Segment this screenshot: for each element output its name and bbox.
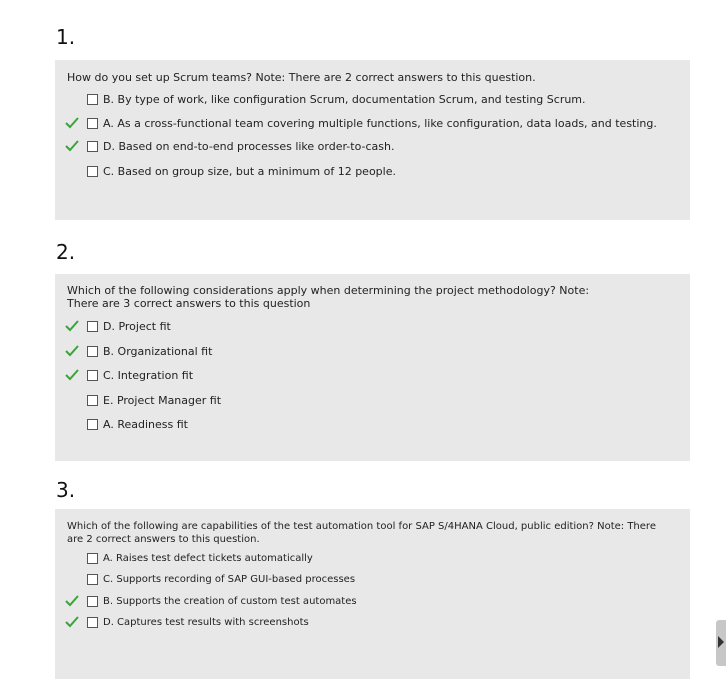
question-text (67, 284, 678, 310)
option-label: B. Organizational fit (103, 344, 213, 358)
check-icon (65, 138, 87, 154)
checkbox-icon[interactable] (87, 553, 98, 564)
checkbox-icon[interactable] (87, 370, 98, 381)
question-text-line: There are 3 correct answers to this question (67, 297, 311, 310)
answer-option[interactable] (65, 318, 171, 334)
question-number: 1. (56, 25, 76, 49)
answer-option[interactable] (65, 416, 188, 432)
question-text-line: Which of the following considerations apply when determining the project methodology? Note: (67, 284, 590, 297)
question-text: How do you set up Scrum teams? Note: There are 2 correct answers to this question. (67, 71, 536, 84)
check-icon (65, 318, 87, 334)
answer-option[interactable] (65, 91, 586, 107)
checkbox-icon[interactable] (87, 166, 98, 177)
check-slot (65, 571, 87, 587)
checkbox-icon[interactable] (87, 118, 98, 129)
question-panel (55, 60, 690, 220)
checkbox-icon[interactable] (87, 141, 98, 152)
option-label: D. Project fit (103, 319, 171, 333)
answer-option[interactable] (65, 614, 309, 630)
check-icon (65, 343, 87, 359)
option-label: A. Readiness fit (103, 417, 188, 431)
check-icon (65, 115, 87, 131)
answer-option[interactable] (65, 367, 193, 383)
answer-option[interactable] (65, 343, 212, 359)
option-label: C. Based on group size, but a minimum of 12 people. (103, 164, 396, 178)
option-label: A. As a cross-functional team covering multiple functions, like configuration, data loads, and testing. (103, 116, 657, 130)
answer-option[interactable] (65, 163, 396, 179)
check-icon (65, 614, 87, 630)
checkbox-icon[interactable] (87, 574, 98, 585)
checkbox-icon[interactable] (87, 94, 98, 105)
check-slot (65, 163, 87, 179)
question-text (67, 520, 678, 546)
option-label: A. Raises test defect tickets automatically (103, 552, 313, 564)
question-text-line: Which of the following are capabilities of the test automation tool for SAP S/4HANA Cloud, public edition? Note: There (67, 521, 656, 532)
option-label: D. Based on end-to-end processes like order-to-cash. (103, 139, 395, 153)
answer-option[interactable] (65, 138, 394, 154)
question-number: 3. (56, 478, 76, 502)
check-slot (65, 550, 87, 566)
checkbox-icon[interactable] (87, 395, 98, 406)
question-panel (55, 274, 690, 461)
checkbox-icon[interactable] (87, 596, 98, 607)
option-label: E. Project Manager fit (103, 393, 222, 407)
checkbox-icon[interactable] (87, 346, 98, 357)
answer-option[interactable] (65, 571, 355, 587)
check-slot (65, 416, 87, 432)
answer-option[interactable] (65, 593, 357, 609)
option-label: C. Integration fit (103, 368, 194, 382)
checkbox-icon[interactable] (87, 617, 98, 628)
check-slot (65, 392, 87, 408)
question-text-line: are 2 correct answers to this question. (67, 534, 260, 545)
play-arrow-icon (717, 634, 725, 653)
check-icon (65, 367, 87, 383)
checkbox-icon[interactable] (87, 321, 98, 332)
option-label: D. Captures test results with screenshots (103, 616, 309, 628)
scroll-next-button[interactable] (716, 620, 726, 666)
option-label: B. Supports the creation of custom test automates (103, 595, 357, 607)
checkbox-icon[interactable] (87, 419, 98, 430)
answer-option[interactable] (65, 550, 313, 566)
check-slot (65, 91, 87, 107)
option-label: B. By type of work, like configuration Scrum, documentation Scrum, and testing Scrum. (103, 92, 586, 106)
answer-option[interactable] (65, 392, 221, 408)
option-label: C. Supports recording of SAP GUI-based processes (103, 573, 356, 585)
question-number: 2. (56, 240, 76, 264)
question-panel (55, 509, 690, 679)
check-icon (65, 593, 87, 609)
answer-option[interactable] (65, 115, 657, 131)
